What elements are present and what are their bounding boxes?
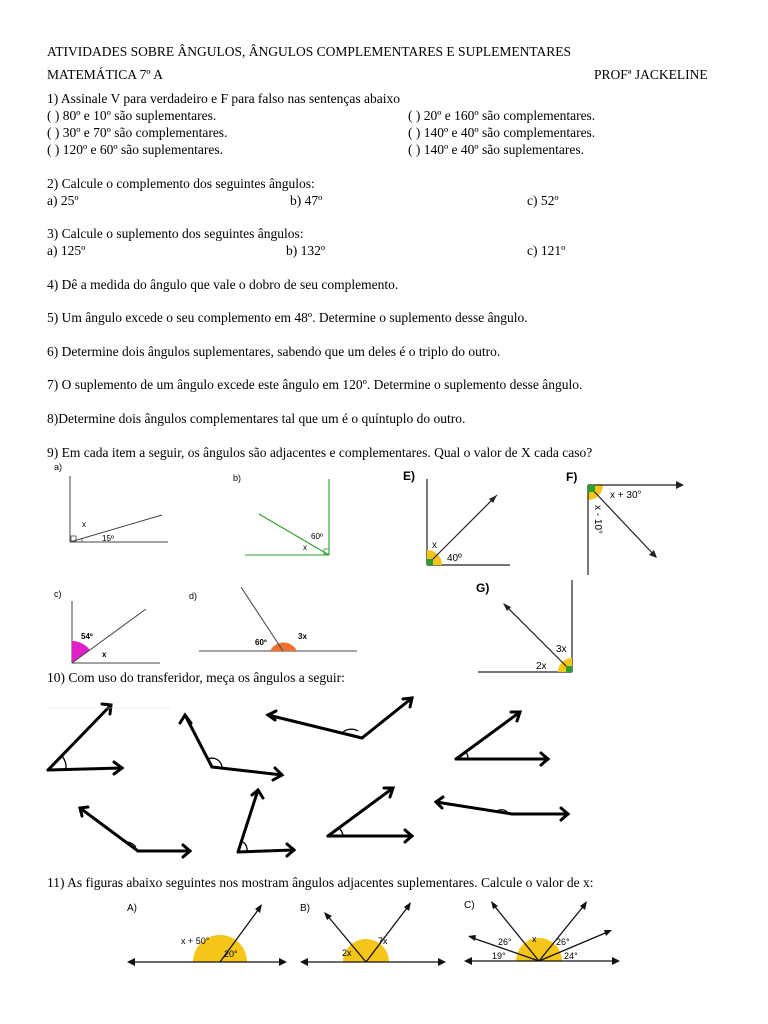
figure-11a	[125, 898, 285, 973]
q1-item: ( ) 140º e 40º são complementares.	[408, 125, 596, 140]
fig-d: 19°	[492, 951, 506, 961]
fig-a: 3x	[556, 644, 567, 655]
q2-b: b) 47º	[290, 193, 323, 208]
fig-label: G)	[476, 581, 490, 595]
fig-label: b)	[233, 473, 242, 483]
figure-9d	[185, 585, 360, 670]
fig-right: 7x	[378, 936, 388, 946]
q1-item: ( ) 20º e 160º são complementares.	[408, 108, 596, 123]
figure-9g	[470, 572, 585, 682]
fig-left: 2x	[342, 948, 352, 958]
fig-side: x - 10°	[592, 505, 603, 535]
fig-angle: 54º	[81, 632, 93, 641]
figure-9c	[48, 585, 168, 670]
fig-e: 24°	[564, 951, 578, 961]
figure-9e	[400, 465, 520, 575]
fig-label: d)	[189, 591, 198, 601]
figure-11c	[462, 895, 622, 975]
fig-label: C)	[464, 900, 475, 911]
fig-angle: 15º	[102, 534, 114, 543]
q1-item: ( ) 140º e 40º são suplementares.	[408, 142, 584, 157]
q3-a: a) 125º	[47, 243, 86, 258]
fig-x: x	[432, 540, 437, 551]
fig-b: 2x	[536, 661, 547, 672]
q3-prompt: 3) Calcule o suplemento dos seguintes ângulos:	[47, 226, 304, 241]
fig-x: x	[102, 650, 107, 659]
figure-9b	[225, 465, 345, 560]
fig-label: F)	[566, 470, 578, 484]
fig-angle: 40º	[447, 553, 462, 564]
q6: 6) Determine dois ângulos suplementares, sabendo que um deles é o triplo do outro.	[47, 344, 501, 359]
q8: 8)Determine dois ângulos complementares tal que um é o quíntuplo do outro.	[47, 411, 466, 426]
fig-x: 3x	[298, 632, 307, 641]
fig-a: 26°	[498, 937, 512, 947]
fig-label: E)	[403, 469, 415, 483]
q1-item: ( ) 80º e 10º são suplementares.	[47, 108, 217, 123]
fig-label: A)	[127, 903, 137, 914]
q10-prompt: 10) Com uso do transferidor, meça os ângulos a seguir:	[47, 670, 345, 685]
figure-11b	[298, 898, 448, 973]
fig-b: x	[532, 934, 537, 944]
q7: 7) O suplemento de um ângulo excede este ângulo em 120º. Determine o suplemento desse ângulo.	[47, 377, 583, 392]
q1-item: ( ) 30º e 70º são complementares.	[47, 125, 228, 140]
page-title: ATIVIDADES SOBRE ÂNGULOS, ÂNGULOS COMPLEMENTARES E SUPLEMENTARES	[47, 44, 571, 59]
fig-top: x + 30°	[610, 490, 642, 501]
q3-c: c) 121º	[527, 243, 566, 258]
fig-angle: 60º	[311, 532, 323, 541]
q11-prompt: 11) As figuras abaixo seguintes nos mostram ângulos adjacentes suplementares. Calcule o valor de x:	[47, 875, 594, 890]
fig-angle: 60º	[255, 638, 267, 647]
fig-c: 26°	[556, 937, 570, 947]
fig-label: B)	[300, 903, 310, 914]
q10-angles	[0, 690, 768, 870]
q5: 5) Um ângulo excede o seu complemento em 48º. Determine o suplemento desse ângulo.	[47, 310, 528, 325]
fig-label: a)	[54, 462, 63, 472]
q4: 4) Dê a medida do ângulo que vale o dobro de seu complemento.	[47, 277, 399, 292]
q2-c: c) 52º	[527, 193, 559, 208]
q2-a: a) 25º	[47, 193, 79, 208]
fig-x: x	[303, 543, 307, 552]
q3-b: b) 132º	[286, 243, 326, 258]
q1-prompt: 1) Assinale V para verdadeiro e F para falso nas sentenças abaixo	[47, 91, 401, 106]
teacher: PROFª JACKELINE	[594, 67, 708, 82]
figure-9f	[560, 465, 690, 580]
figure-9a	[40, 460, 170, 555]
subject: MATEMÁTICA 7º A	[47, 67, 163, 82]
fig-label: c)	[54, 589, 62, 599]
fig-x: x	[82, 520, 86, 529]
q1-item: ( ) 120º e 60º são suplementares.	[47, 142, 223, 157]
q2-prompt: 2) Calcule o complemento dos seguintes ângulos:	[47, 176, 315, 191]
fig-right: 20°	[224, 949, 238, 959]
fig-left: x + 50°	[181, 936, 210, 946]
q9-prompt: 9) Em cada item a seguir, os ângulos são adjacentes e complementares. Qual o valor de X cada caso?	[47, 445, 593, 460]
